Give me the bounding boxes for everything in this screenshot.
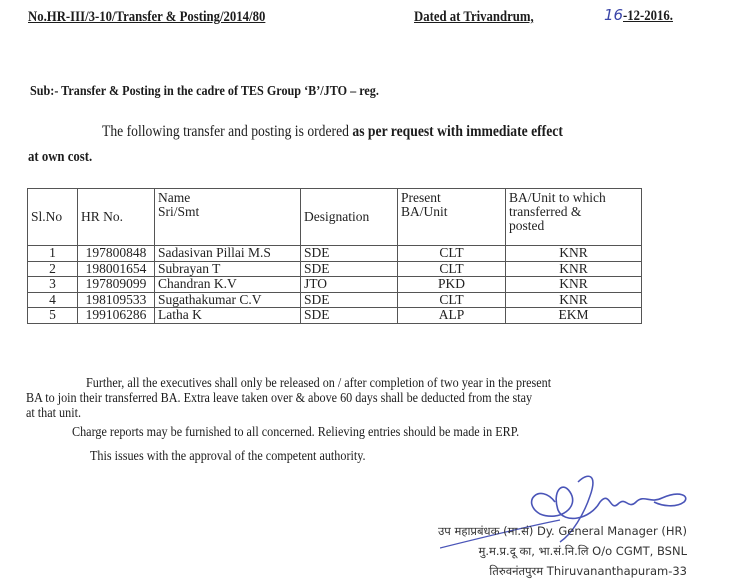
- table-row: [28, 292, 642, 308]
- intro-text: The following transfer and posting is ordered: [102, 123, 353, 140]
- cell-name: Latha K: [155, 308, 301, 324]
- cell-hrno: 197800848: [78, 246, 155, 262]
- dated-label: Dated at Trivandrum,: [414, 9, 534, 25]
- col-header-present-line1: Present: [401, 190, 441, 205]
- cell-hrno: 198001654: [78, 261, 155, 277]
- intro-paragraph: [102, 123, 563, 141]
- cell-present: CLT: [398, 246, 506, 262]
- cell-transferred: KNR: [506, 277, 642, 293]
- cell-hrno: 199106286: [78, 308, 155, 324]
- signatory-location: तिरुवनंतपुरम Thiruvananthapuram-33: [489, 564, 687, 578]
- col-header-transferred-line3: posted: [509, 218, 545, 233]
- cell-name: Sugathakumar C.V: [155, 292, 301, 308]
- cell-slno: 4: [28, 292, 78, 308]
- transfer-table: [27, 188, 642, 324]
- intro-emphasis: as per request with immediate effect: [352, 123, 563, 140]
- cell-name: Chandran K.V: [155, 277, 301, 293]
- cell-transferred: KNR: [506, 246, 642, 262]
- signatory-office: मु.म.प्र.दू का, भा.सं.नि.लि O/o CGMT, BSNL: [478, 544, 687, 558]
- further-line-1: Further, all the executives shall only be released on / after completion of two year in the present: [86, 375, 552, 390]
- table-row: [28, 246, 642, 262]
- cell-designation: SDE: [301, 308, 398, 324]
- further-line-3: at that unit.: [26, 405, 82, 420]
- date: [604, 6, 680, 25]
- cell-transferred: KNR: [506, 292, 642, 308]
- col-header-present: [398, 189, 506, 246]
- cell-slno: 3: [28, 277, 78, 293]
- col-header-transferred-line1: BA/Unit to which: [509, 190, 606, 205]
- charge-reports-line: Charge reports may be furnished to all concerned. Relieving entries should be made in ERP.: [72, 424, 520, 439]
- cell-name: Sadasivan Pillai M.S: [155, 246, 301, 262]
- col-header-transferred: [506, 189, 642, 246]
- cell-designation: SDE: [301, 261, 398, 277]
- cell-name: Subrayan T: [155, 261, 301, 277]
- col-header-name-line1: Name: [158, 190, 191, 205]
- table-header-row: [28, 189, 642, 246]
- cell-present: CLT: [398, 261, 506, 277]
- cell-present: CLT: [398, 292, 506, 308]
- col-header-transferred-line2: transferred &: [509, 204, 582, 219]
- cell-hrno: 197809099: [78, 277, 155, 293]
- signatory-designation: उप महाप्रबंधक (मा.सं) Dy. General Manager (HR): [437, 524, 687, 538]
- cell-transferred: KNR: [506, 261, 642, 277]
- cell-slno: 1: [28, 246, 78, 262]
- cell-slno: 5: [28, 308, 78, 324]
- cell-designation: SDE: [301, 246, 398, 262]
- reference-number: No.HR-III/3-10/Transfer & Posting/2014/80: [28, 9, 266, 25]
- cell-designation: SDE: [301, 292, 398, 308]
- col-header-designation: Designation: [301, 189, 398, 246]
- col-header-name-line2: Sri/Smt: [158, 204, 200, 219]
- cell-transferred: EKM: [506, 308, 642, 324]
- cell-designation: JTO: [301, 277, 398, 293]
- date-handwritten-day: 16: [604, 6, 624, 24]
- intro-emphasis-line2: at own cost.: [28, 149, 93, 165]
- cell-present: PKD: [398, 277, 506, 293]
- col-header-name: [155, 189, 301, 246]
- approval-line: This issues with the approval of the competent authority.: [90, 448, 366, 463]
- col-header-present-line2: BA/Unit: [401, 204, 448, 219]
- date-rest: -12-2016.: [623, 8, 674, 24]
- subject-line: Sub:- Transfer & Posting in the cadre of TES Group ‘B’/JTO – reg.: [30, 83, 379, 98]
- further-line-2: BA to join their transferred BA. Extra leave taken over & above 60 days shall be deducted from the stay: [26, 390, 533, 405]
- table-row: [28, 261, 642, 277]
- table-row: [28, 277, 642, 293]
- cell-present: ALP: [398, 308, 506, 324]
- cell-hrno: 198109533: [78, 292, 155, 308]
- col-header-hrno: HR No.: [78, 189, 155, 246]
- col-header-slno: Sl.No: [28, 189, 78, 246]
- table-row: [28, 308, 642, 324]
- cell-slno: 2: [28, 261, 78, 277]
